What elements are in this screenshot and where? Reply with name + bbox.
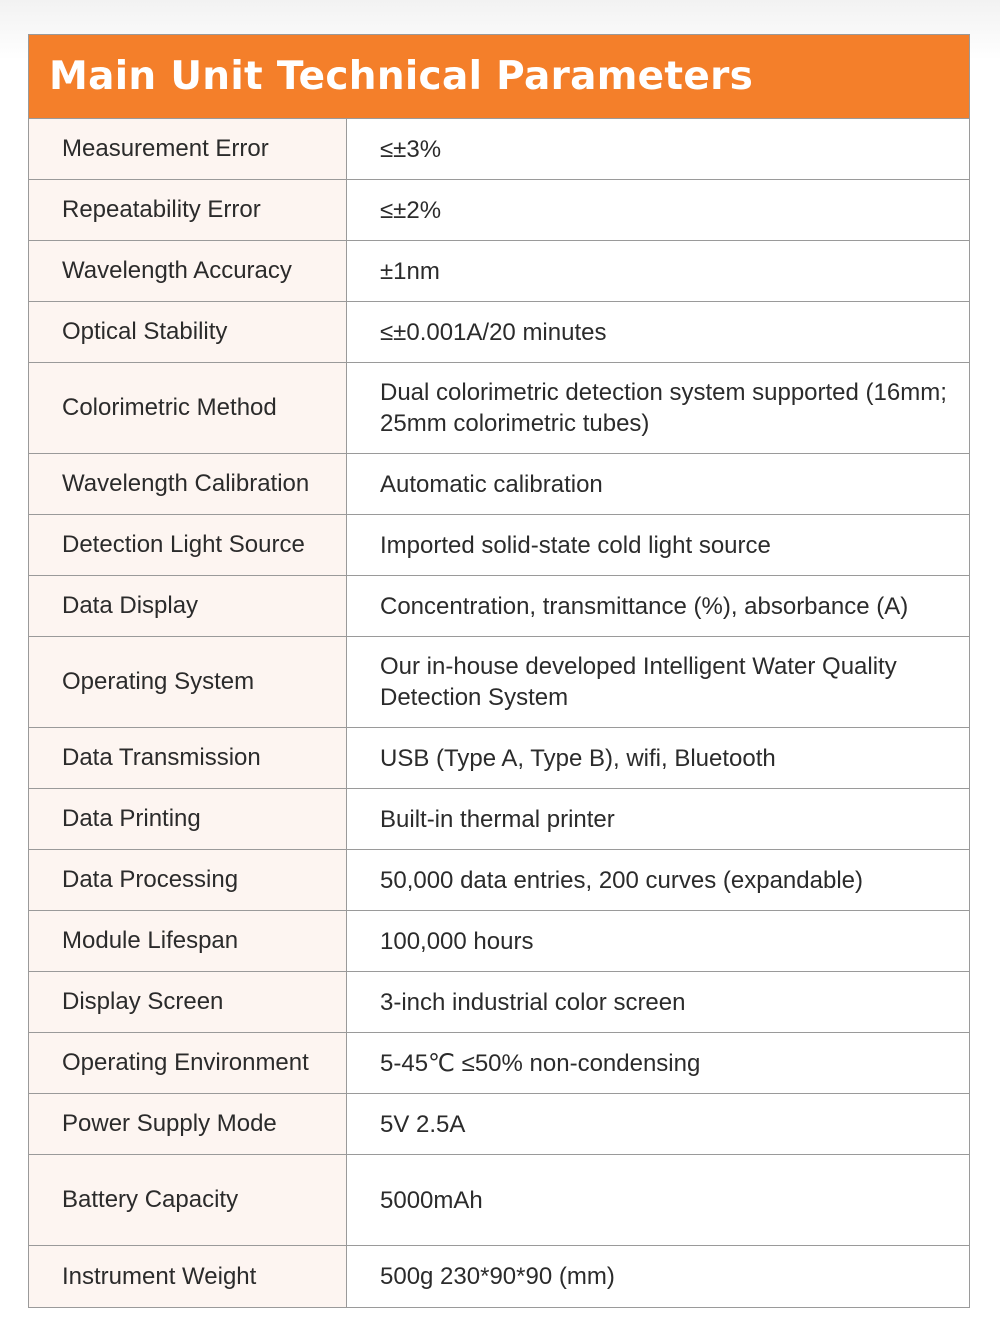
row-value: Automatic calibration — [380, 470, 603, 498]
row-label: Power Supply Mode — [29, 1094, 347, 1154]
row-value: Built-in thermal printer — [380, 805, 615, 833]
row-value: ≤±3% — [380, 135, 442, 163]
table-row — [29, 789, 969, 850]
row-label: Optical Stability — [29, 302, 347, 362]
row-value: 5-45℃ ≤50% non-condensing — [380, 1049, 701, 1077]
row-label: Data Display — [29, 576, 347, 636]
spec-table — [28, 34, 970, 1308]
row-value: Dual colorimetric detection system supported (16mm; 25mm colorimetric tubes) — [380, 379, 947, 437]
row-label: Wavelength Accuracy — [29, 241, 347, 301]
row-label: Colorimetric Method — [29, 363, 347, 453]
table-row — [29, 728, 969, 789]
row-value: ≤±0.001A/20 minutes — [380, 318, 607, 346]
row-label: Detection Light Source — [29, 515, 347, 575]
row-value: 5V 2.5A — [380, 1110, 466, 1138]
table-row — [29, 302, 969, 363]
row-value: 3-inch industrial color screen — [380, 988, 686, 1016]
row-label: Module Lifespan — [29, 911, 347, 971]
table-row — [29, 911, 969, 972]
table-row — [29, 972, 969, 1033]
row-label: Display Screen — [29, 972, 347, 1032]
table-row — [29, 119, 969, 180]
table-row — [29, 454, 969, 515]
table-row — [29, 637, 969, 728]
row-label: Operating Environment — [29, 1033, 347, 1093]
row-label: Data Processing — [29, 850, 347, 910]
row-value: 50,000 data entries, 200 curves (expandable) — [380, 866, 863, 894]
row-value: Concentration, transmittance (%), absorbance (A) — [380, 592, 909, 620]
row-label: Battery Capacity — [29, 1155, 347, 1245]
row-value: Imported solid-state cold light source — [380, 531, 771, 559]
row-value: Our in-house developed Intelligent Water Quality Detection System — [380, 653, 897, 711]
table-header — [29, 35, 969, 119]
table-row — [29, 363, 969, 454]
table-title: Main Unit Technical Parameters — [49, 54, 754, 99]
row-value: ≤±2% — [380, 196, 442, 224]
row-label: Wavelength Calibration — [29, 454, 347, 514]
row-value: 500g 230*90*90 (mm) — [380, 1263, 615, 1290]
row-value: 100,000 hours — [380, 927, 534, 955]
row-label: Instrument Weight — [29, 1246, 347, 1307]
table-row — [29, 180, 969, 241]
row-label: Operating System — [29, 637, 347, 727]
row-label: Data Printing — [29, 789, 347, 849]
table-row — [29, 1033, 969, 1094]
table-row — [29, 241, 969, 302]
table-row — [29, 1094, 969, 1155]
row-value: USB (Type A, Type B), wifi, Bluetooth — [380, 744, 776, 772]
row-label: Measurement Error — [29, 119, 347, 179]
table-row — [29, 1246, 969, 1307]
row-label: Repeatability Error — [29, 180, 347, 240]
table-row — [29, 1155, 969, 1246]
row-value: 5000mAh — [380, 1186, 483, 1214]
table-row — [29, 576, 969, 637]
row-label: Data Transmission — [29, 728, 347, 788]
row-value: ±1nm — [380, 257, 440, 285]
table-row — [29, 515, 969, 576]
table-row — [29, 850, 969, 911]
